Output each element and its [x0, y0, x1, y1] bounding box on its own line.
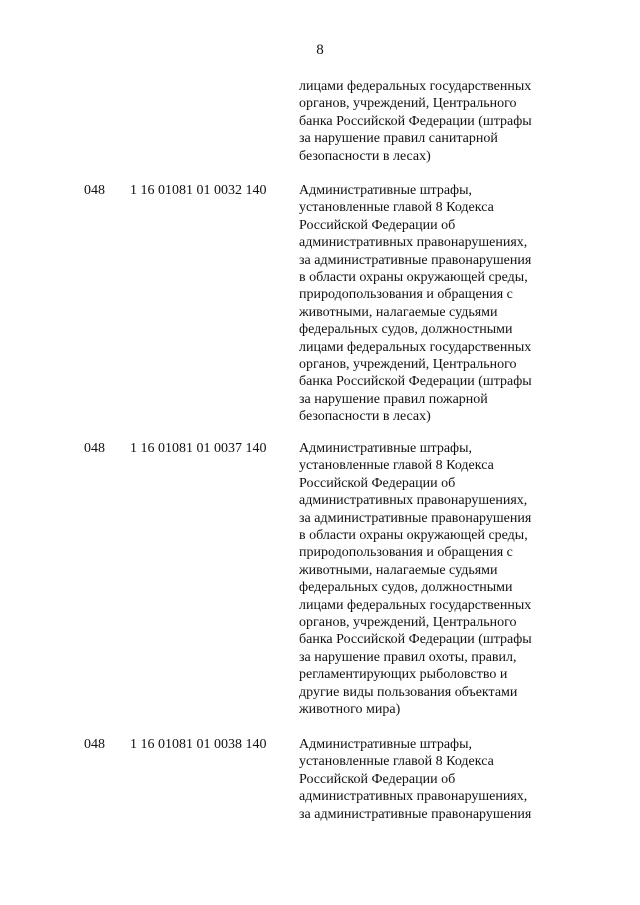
description-line: другие виды пользования объектами	[299, 684, 518, 700]
description-line: федеральных судов, должностными	[299, 580, 513, 596]
page-number: 8	[316, 42, 324, 58]
description-line: федеральных судов, должностными	[299, 322, 513, 338]
continuation-description	[299, 78, 569, 165]
description-line: Административные штрафы,	[299, 441, 473, 456]
admin-code: 048	[84, 737, 105, 752]
description-line: банка Российской Федерации (штрафы	[299, 632, 532, 648]
description-line: административных правонарушениях,	[299, 493, 528, 509]
description-line: за нарушение правил санитарной	[299, 131, 498, 147]
description-line: за административные правонарушения	[299, 510, 532, 526]
admin-code: 048	[84, 441, 105, 456]
kbk-code: 1 16 01081 01 0032 140	[130, 183, 267, 198]
description-line: органов, учреждений, Центрального	[299, 357, 517, 373]
description-line: Российской Федерации об	[299, 475, 456, 491]
description-line: за нарушение правил пожарной	[299, 391, 488, 407]
kbk-code: 1 16 01081 01 0037 140	[130, 441, 267, 456]
description-line: установленные главой 8 Кодекса	[299, 458, 494, 474]
description-line: животными, налагаемые судьями	[299, 304, 498, 320]
description-line: Административные штрафы,	[299, 183, 473, 198]
description-line: Российской Федерации об	[299, 771, 456, 787]
description-line: органов, учреждений, Центрального	[299, 96, 517, 112]
admin-code: 048	[84, 183, 105, 198]
description-line: животными, налагаемые судьями	[299, 562, 498, 578]
description-line: регламентирующих рыболовство и	[299, 667, 508, 683]
description-line: в области охраны окружающей среды,	[299, 270, 528, 286]
description-line: за нарушение правил охоты, правил,	[299, 649, 517, 665]
description-line: лицами федеральных государственных	[299, 79, 532, 94]
description-line: за административные правонарушения	[299, 252, 532, 268]
description-line: животного мира)	[299, 702, 401, 718]
description-line: лицами федеральных государственных	[299, 597, 532, 613]
description-line: Административные штрафы,	[299, 737, 473, 752]
description-line: банка Российской Федерации (штрафы	[299, 113, 532, 129]
description-line: административных правонарушениях,	[299, 789, 528, 805]
row-description	[299, 440, 569, 719]
row-description	[299, 736, 569, 823]
description-line: установленные главой 8 Кодекса	[299, 200, 494, 216]
description-line: за административные правонарушения	[299, 806, 532, 822]
description-line: в области охраны окружающей среды,	[299, 528, 528, 544]
description-line: природопользования и обращения с	[299, 287, 513, 303]
description-line: установленные главой 8 Кодекса	[299, 754, 494, 770]
description-line: банка Российской Федерации (штрафы	[299, 374, 532, 390]
kbk-code: 1 16 01081 01 0038 140	[130, 737, 267, 752]
description-line: природопользования и обращения с	[299, 545, 513, 561]
description-line: лицами федеральных государственных	[299, 339, 532, 355]
description-line: безопасности в лесах)	[299, 148, 431, 164]
description-line: Российской Федерации об	[299, 217, 456, 233]
description-line: органов, учреждений, Центрального	[299, 615, 517, 631]
description-line: административных правонарушениях,	[299, 235, 528, 251]
description-line: безопасности в лесах)	[299, 409, 431, 425]
row-description	[299, 182, 569, 426]
